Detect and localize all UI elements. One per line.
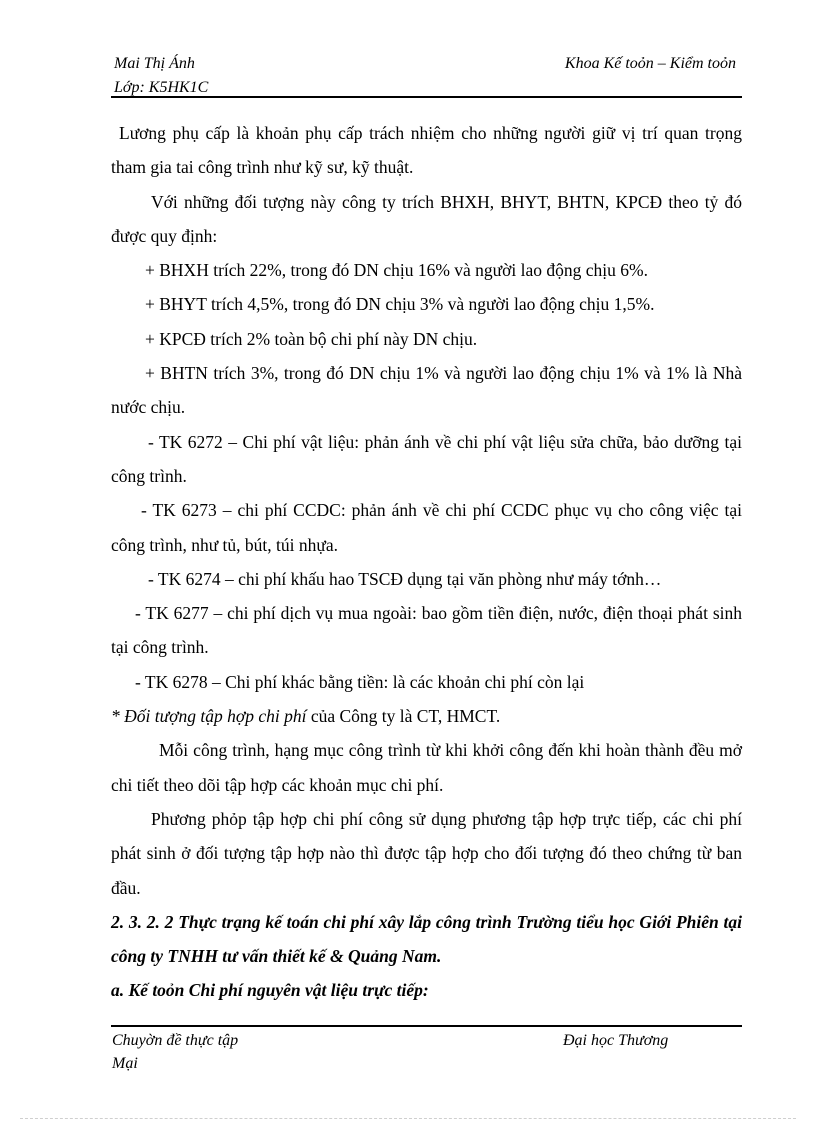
account-6274: - TK 6274 – chi phí khấu hao TSCĐ dụng tại văn phòng như máy tớnh… [148, 568, 662, 589]
cost-object-text: của Công ty là CT, HMCT. [306, 706, 501, 727]
subheading: a. Kế toỏn Chi phí nguyên vật liệu trực tiếp: [111, 980, 429, 1001]
class-label: Lớp: K5HK1C [114, 79, 209, 96]
footer-rule [111, 1025, 742, 1027]
document-body [111, 116, 742, 1008]
paragraph-method: Phương phỏp tập hợp chi phí công sử dụng phương tập hợp trực tiếp, các chi phí phát sinh ở đối tượng tập hợp nào thì được tập hợp cho đối tượng đó theo chứng từ ban đầu. [111, 808, 742, 898]
footer-left [112, 1029, 238, 1075]
list-item-bhtn: + BHTN trích 3%, trong đó DN chịu 1% và người lao động chịu 1% và 1% là Nhà nước chịu. [111, 363, 742, 418]
paragraph-allowance: Lương phụ cấp là khoản phụ cấp trách nhiệm cho những người giữ vị trí quan trọng tham gia tai công trình như kỹ sư, kỹ thuật. [111, 123, 742, 178]
header-left [114, 52, 208, 100]
header-rule [111, 96, 742, 98]
paragraph-projects: Mỗi công trình, hạng mục công trình từ khi khởi công đến khi hoàn thành đều mở chi tiết theo dõi tập hợp các khoản mục chi phí. [111, 740, 742, 795]
footer-university: Đại học Thương [563, 1032, 669, 1049]
footer-continuation: Mại [112, 1055, 138, 1072]
account-6277: - TK 6277 – chi phí dịch vụ mua ngoài: bao gồm tiền điện, nước, điện thoại phát sinh tại công trình. [111, 603, 742, 658]
cost-object-label: * Đối tượng tập hợp chi phí [111, 706, 307, 727]
account-6272: - TK 6272 – Chi phí vật liệu: phản ánh về chi phí vật liệu sửa chữa, bảo dưỡng tại công trình. [111, 431, 742, 486]
cost-object-line [111, 699, 742, 733]
faculty-label: Khoa Kế toỏn – Kiểm toỏn [564, 55, 736, 72]
list-item-bhxh: + BHXH trích 22%, trong đó DN chịu 16% và người lao động chịu 6%. [145, 260, 648, 281]
footer-title: Chuyờn đề thực tập [112, 1032, 239, 1049]
section-heading: 2. 3. 2. 2 Thực trạng kế toán chi phí xây lắp công trình Trường tiểu học Giới Phiên tại công ty TNHH tư vấn thiết kế & Quảng Nam. [111, 911, 742, 967]
page-edge-divider [20, 1118, 796, 1119]
list-item-bhyt: + BHYT trích 4,5%, trong đó DN chịu 3% và người lao động chịu 1,5%. [145, 294, 655, 315]
account-6278: - TK 6278 – Chi phí khác bằng tiền: là các khoản chi phí còn lại [135, 671, 585, 692]
author-name: Mai Thị Ánh [114, 55, 195, 72]
paragraph-insurance-intro: Với những đối tượng này công ty trích BHXH, BHYT, BHTN, KPCĐ theo tỷ đó được quy định: [111, 191, 742, 246]
account-6273: - TK 6273 – chi phí CCDC: phản ánh về chi phí CCDC phục vụ cho công việc tại công trình, như tủ, bút, túi nhựa. [111, 500, 742, 555]
list-item-kpcd: + KPCĐ trích 2% toàn bộ chi phí này DN chịu. [145, 328, 478, 349]
